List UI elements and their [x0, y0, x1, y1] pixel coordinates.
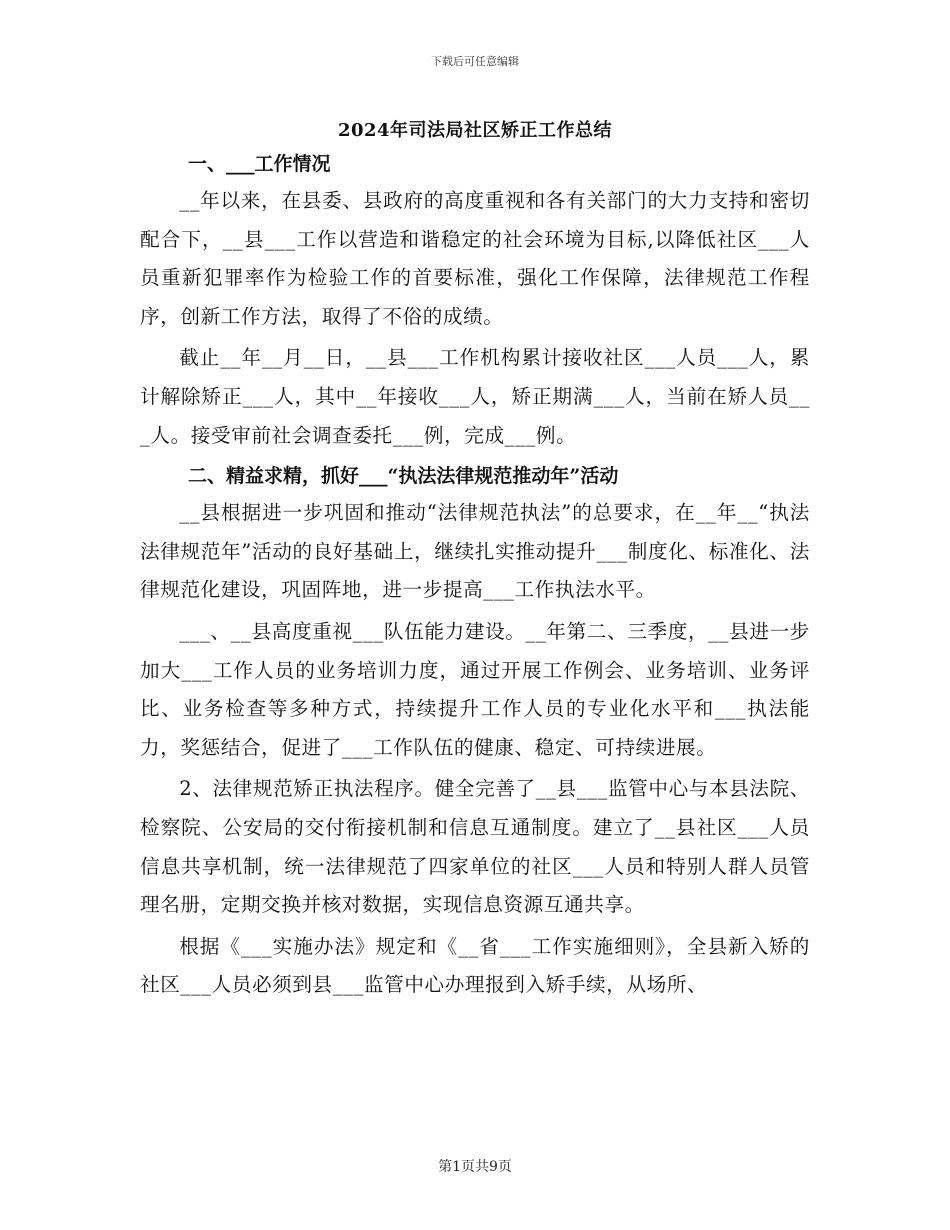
- paragraph-1: __年以来，在县委、县政府的高度重视和各有关部门的大力支持和密切配合下，__县___工作以营造和谐稳定的社会环境为目标,以降低社区___人员重新犯罪率作为检验工作的首要标准，强化工作保障，法律规范工作程序，创新工作方法，取得了不俗的成绩。: [140, 189, 810, 328]
- paragraph-6: 根据《___实施办法》规定和《__省___工作实施细则》，全县新入矫的社区___人员必须到县___监管中心办理报到入矫手续，从场所、: [140, 934, 810, 997]
- document-title: 2024年司法局社区矫正工作总结: [337, 120, 613, 141]
- paragraph-3: __县根据进一步巩固和推动“法律规范执法”的总要求，在__年__“执法法律规范年”活动的良好基础上，继续扎实推动提升___制度化、标准化、法律规范化建设，巩固阵地，进一步提高___工作执法水平。: [140, 501, 810, 602]
- paragraph-2: 截止__年__月__日，__县___工作机构累计接收社区___人员___人，累计解除矫正___人，其中__年接收___人，矫正期满___人，当前在矫人员___人。接受审前社会调查委托___例，完成___例。: [140, 346, 810, 447]
- document-body: [140, 146, 810, 1008]
- section-heading-2: 二、精益求精，抓好___“执法法律规范推动年”活动: [188, 465, 619, 488]
- section-heading-1: 一、___工作情况: [188, 153, 331, 175]
- page-number-footer: 第1页共9页: [438, 1159, 512, 1175]
- page-header-note: 下载后可任意编辑: [431, 55, 519, 68]
- paragraph-5: 2、法律规范矫正执法程序。健全完善了__县___监管中心与本县法院、检察院、公安局的交付衔接机制和信息互通制度。建立了__县社区___人员信息共享机制，统一法律规范了四家单位的社区___人员和特别人群人员管理名册，定期交换并核对数据，实现信息资源互通共享。: [140, 777, 810, 917]
- paragraph-4: ___、__县高度重视___队伍能力建设。__年第二、三季度，__县进一步加大___工作人员的业务培训力度，通过开展工作例会、业务培训、业务评比、业务检查等多种方式，持续提升工作人员的专业化水平和___执法能力，奖惩结合，促进了___工作队伍的健康、稳定、可持续进展。: [140, 619, 810, 759]
